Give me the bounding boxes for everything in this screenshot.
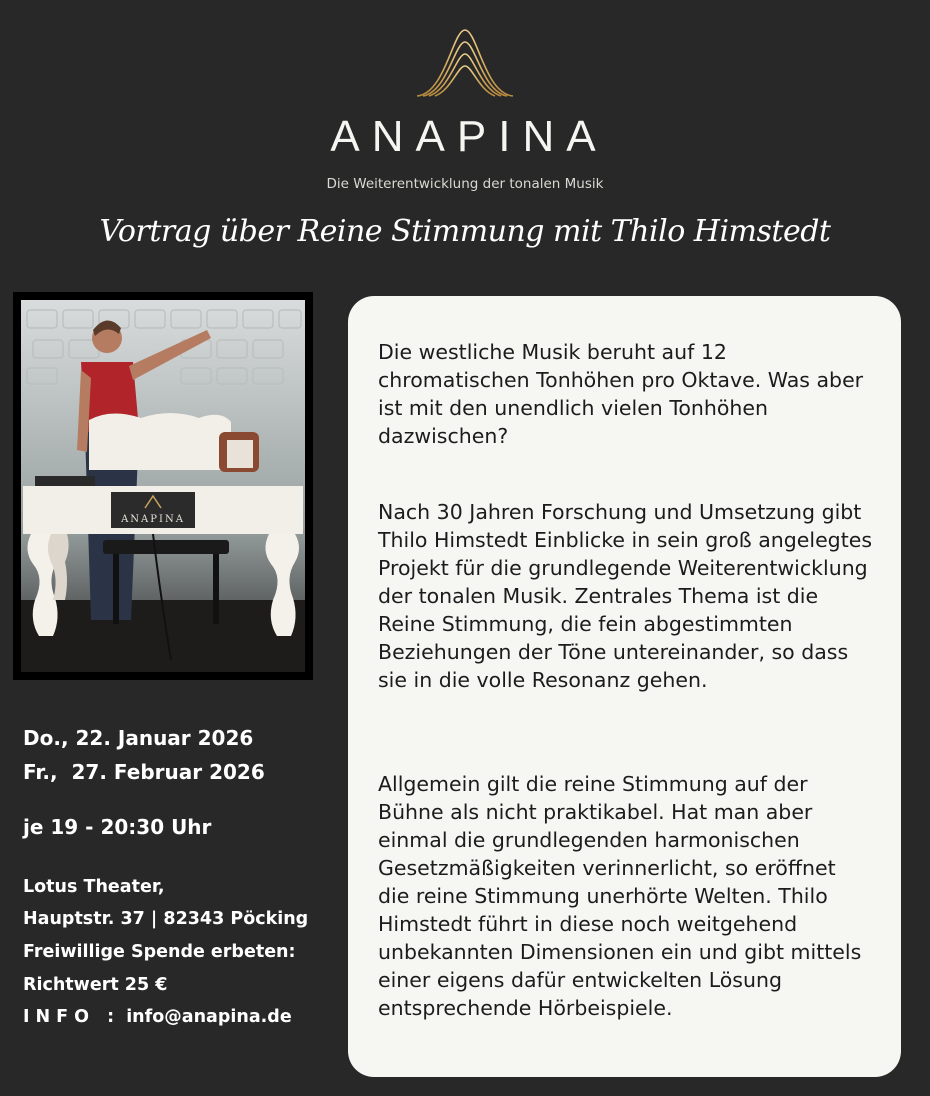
donation-note: Freiwillige Spende erbeten: [23, 942, 296, 962]
contact-email[interactable]: info@anapina.de [126, 1007, 292, 1027]
brand-name: ANAPINA [330, 112, 608, 161]
instrument-brand-label: ANAPINA [121, 514, 185, 525]
anapina-logo-icon [415, 28, 515, 100]
description-paragraph-2: Nach 30 Jahren Forschung und Umsetzung gibt Thilo Himstedt Einblicke in sein groß angelegtes Projekt für die grundlegende Weiterentwicklung der tonalen Musik. Zentrales Thema ist die Reine Stimmung, die fein abgestimmten Beziehungen der Töne untereinander, so dass sie in die volle Resonanz gehen. [378, 500, 873, 692]
description-paragraph-3: Allgemein gilt die reine Stimmung auf der Bühne als nicht praktikabel. Hat man aber einmal die grundlegenden harmonischen Gesetzmäßigkeiten verinnerlicht, so eröffnet die reine Stimmung unerhörte Welten. Thilo Himstedt führt in diese noch weitgehend unbekannten Dimensionen ein und gibt mittels einer eigens dafür entwickelten Lösung entsprechende Hörbeispiele. [378, 772, 862, 1020]
description-card [348, 296, 901, 1077]
venue-address: Hauptstr. 37 | 82343 Pöcking [23, 909, 309, 929]
description-paragraph-1: Die westliche Musik beruht auf 12 chromatischen Tonhöhen pro Oktave. Was aber ist mit den unendlich vielen Tonhöhen dazwischen? [378, 340, 864, 448]
event-time: je 19 - 20:30 Uhr [23, 815, 212, 839]
info-label: INFO : [23, 1007, 121, 1027]
brand-tagline: Die Weiterentwicklung der tonalen Musik [326, 176, 604, 192]
event-title: Vortrag über Reine Stimmung mit Thilo Himstedt [99, 214, 831, 249]
venue-name: Lotus Theater, [23, 877, 165, 897]
speaker-photo [13, 292, 313, 680]
donation-price: Richtwert 25 € [23, 975, 168, 995]
event-date-2: Fr., 27. Februar 2026 [23, 760, 265, 784]
event-date-1: Do., 22. Januar 2026 [23, 726, 254, 750]
contact-info [23, 1007, 292, 1027]
